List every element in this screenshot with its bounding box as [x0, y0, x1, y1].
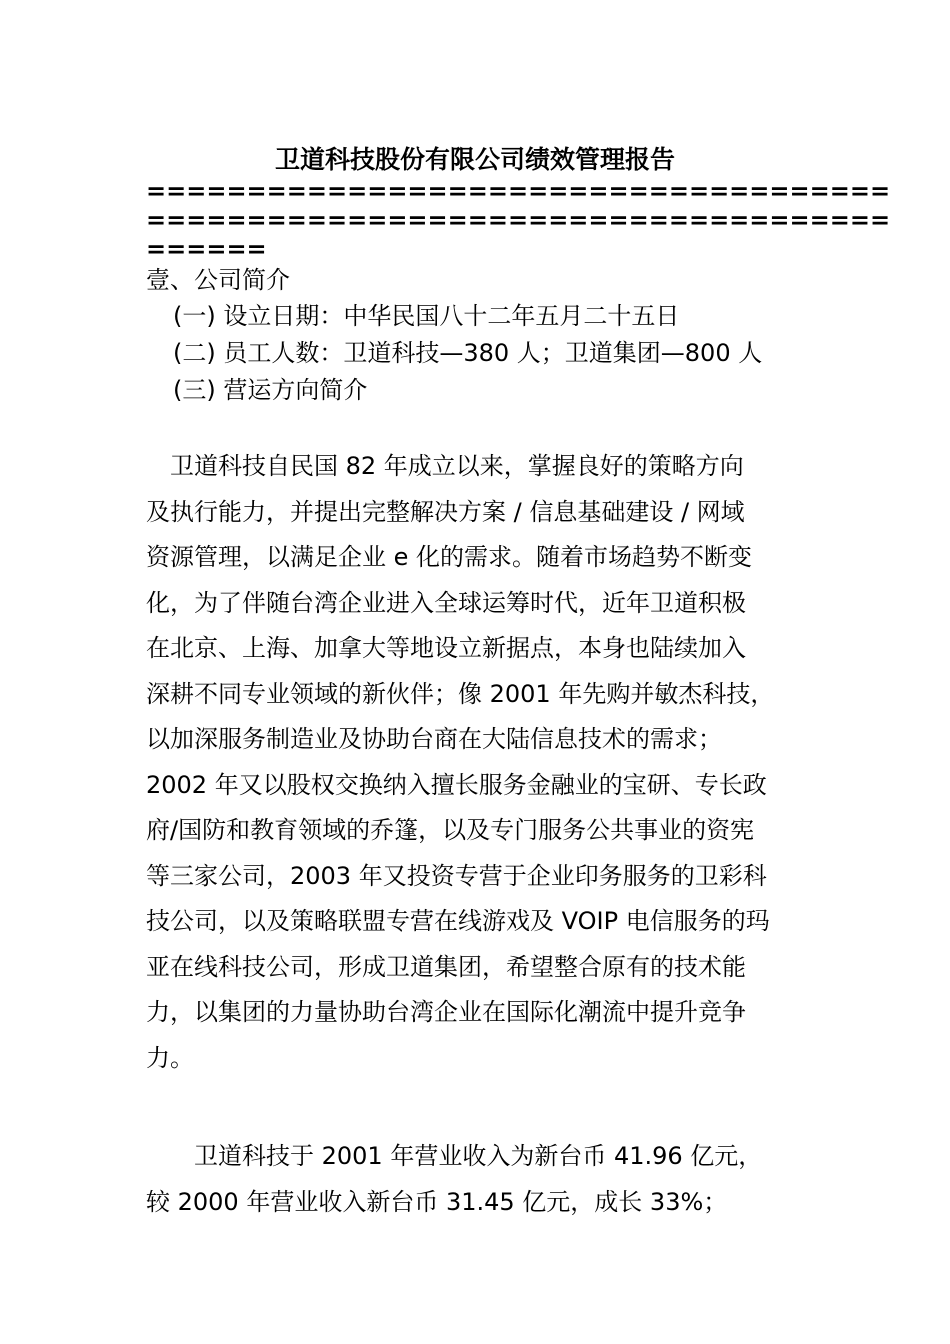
- list-item-operations-intro: (三) 营运方向简介: [173, 376, 368, 404]
- paragraph-line: 卫道科技自民国 82 年成立以来，掌握良好的策略方向: [146, 452, 744, 480]
- paragraph-line: 府/国防和教育领域的乔篷，以及专门服务公共事业的资宪: [146, 816, 755, 844]
- list-item-employee-count: (二) 员工人数：卫道科技—380 人；卫道集团—800 人: [173, 339, 763, 367]
- paragraph-line: 较 2000 年营业收入新台币 31.45 亿元，成长 33%；: [146, 1187, 728, 1216]
- paragraph-line: 以加深服务制造业及协助台商在大陆信息技术的需求；: [146, 725, 722, 753]
- paragraph-company-history: [146, 444, 806, 1081]
- section-heading: 壹、公司简介: [146, 266, 290, 294]
- paragraph-line: 力。: [146, 1043, 194, 1072]
- paragraph-line: 化，为了伴随台湾企业进入全球运筹时代，近年卫道积极: [146, 588, 746, 617]
- paragraph-line: 2002 年又以股权交换纳入擅长服务金融业的宝研、专长政: [146, 770, 767, 799]
- separator-rule-line: =====================================: [146, 177, 891, 205]
- paragraph-line: 及执行能力，并提出完整解决方案 / 信息基础建设 / 网域: [146, 497, 745, 526]
- paragraph-line: 力，以集团的力量协助台湾企业在国际化潮流中提升竞争: [146, 998, 746, 1026]
- paragraph-line: 亚在线科技公司，形成卫道集团，希望整合原有的技术能: [146, 952, 746, 981]
- paragraph-line: 在北京、上海、加拿大等地设立新据点，本身也陆续加入: [146, 634, 746, 662]
- paragraph-line: 卫道科技于 2001 年营业收入为新台币 41.96 亿元，: [146, 1142, 763, 1170]
- paragraph-line: 等三家公司，2003 年又投资专营于企业印务服务的卫彩科: [146, 861, 767, 890]
- separator-rule-line: ======: [146, 235, 267, 263]
- paragraph-line: 深耕不同专业领域的新伙伴；像 2001 年先购并敏杰科技，: [146, 679, 775, 708]
- paragraph-line: 资源管理，以满足企业 e 化的需求。随着市场趋势不断变: [146, 543, 753, 571]
- document-title: 卫道科技股份有限公司绩效管理报告: [274, 145, 675, 174]
- paragraph-revenue: [146, 1134, 806, 1225]
- separator-rule-line: =====================================: [146, 206, 891, 234]
- list-item-established-date: (一) 设立日期：中华民国八十二年五月二十五日: [173, 302, 680, 330]
- paragraph-line: 技公司，以及策略联盟专营在线游戏及 VOIP 电信服务的玛: [146, 907, 770, 935]
